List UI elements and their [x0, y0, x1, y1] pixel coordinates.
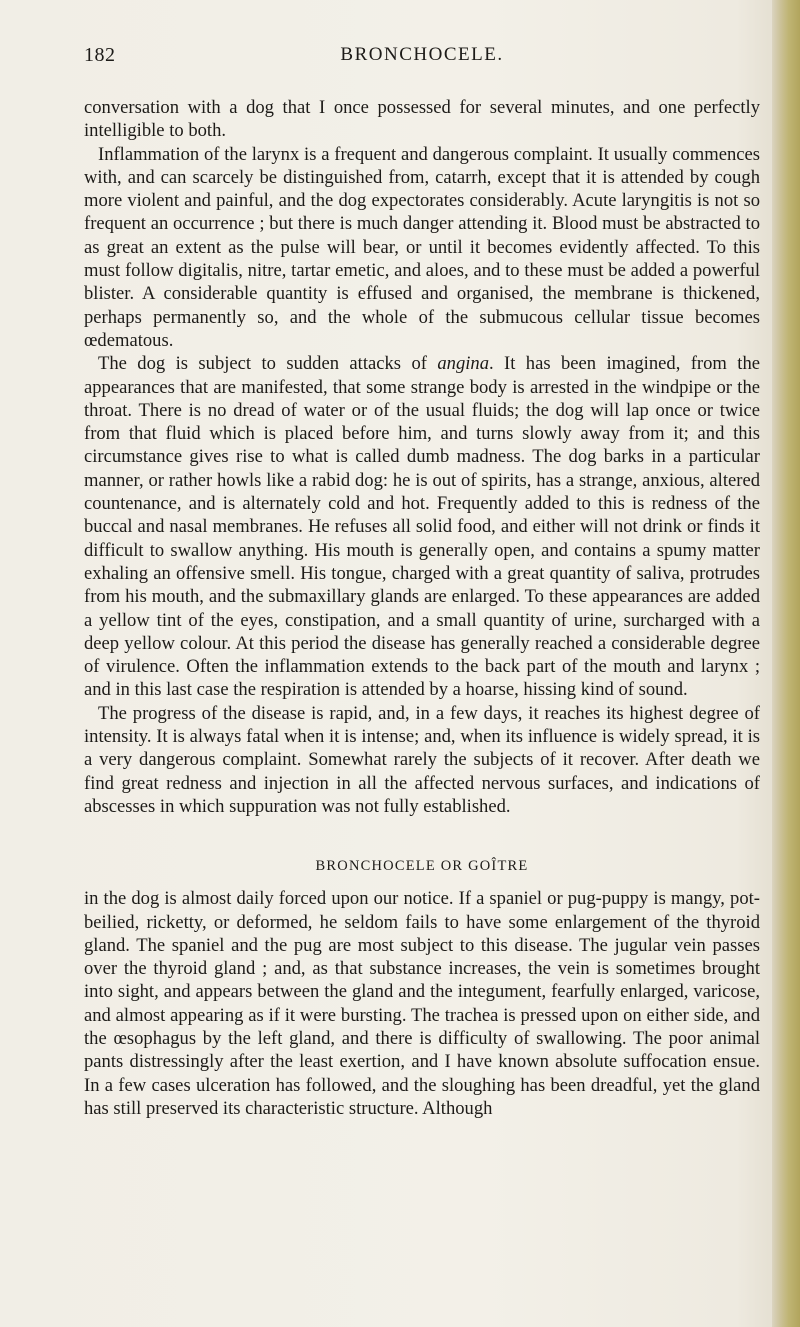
paragraph-continuation: conversation with a dog that I once possessed for several minutes, and one perfectly intelligible to both. [84, 97, 760, 142]
body-text [84, 96, 760, 1120]
running-head: BRONCHOCELE. [340, 44, 504, 65]
italic-term: angina [437, 353, 489, 375]
page-header [84, 44, 760, 74]
paragraph-disease-progress: The progress of the disease is rapid, and, in a few days, it reaches its highest degree of intensity. It is always fatal when it is intense; and, when its influence is widely spread, it is a very dangerous complaint. Somewhat rarely the subjects of it recover. After death we find great redness and injection in all the affected nervous surfaces, and indications of abscesses in which suppuration was not fully established. [84, 702, 760, 817]
paragraph-angina: The dog is subject to sudden attacks of angina. It has been imagined, from the appearances that are manifested, that some strange body is arrested in the windpipe or the throat. There is no dread of water or of the usual fluids; the dog will lap once or twice from that fluid which is placed before him, and turns slowly away from it; and this circumstance gives rise to what is called dumb madness. The dog barks in a particular manner, or rather howls like a rabid dog: he is out of spirits, has a strange, anxious, altered countenance, and is alternately cold and hot. Frequently added to this is redness of the buccal and nasal membranes. He refuses all solid food, and either will not drink or finds it difficult to swallow anything. His mouth is generally open, and contains a spumy matter exhaling an offensive smell. His tongue, charged with a great quantity of saliva, protrudes from his mouth, and the submaxillary glands are enlarged. To these appearances are added a yellow tint of the eyes, constipation, and a small quantity of urine, surcharged with a deep yellow colour. At this period the disease has generally reached a considerable degree of virulence. Often the inflammation extends to the back part of the mouth and larynx ; and in this last case the respiration is attended by a hoarse, hissing kind of sound. [84, 353, 761, 701]
page-number: 182 [84, 44, 116, 66]
page-edge-shadow [772, 0, 800, 1327]
section-heading: BRONCHOCELE OR GOÎTRE [315, 858, 529, 875]
paragraph-larynx-inflammation: Inflammation of the larynx is a frequent and dangerous complaint. It usually commences with, and can scarcely be distinguished from, catarrh, except that it is attended by cough more violent and painful, and the dog expectorates considerably. Acute laryngitis is not so frequent an occurrence ; but there is much danger attending it. Blood must be abstracted to as great an extent as the pulse will bear, or until it becomes evidently affected. To this must follow digitalis, nitre, tartar emetic, and aloes, and to these must be added a powerful blister. A considerable quantity is effused and organised, the membrane is thickened, perhaps permanently so, and the whole of the submucous cellular tissue becomes œdematous. [84, 143, 760, 351]
paragraph-bronchocele: in the dog is almost daily forced upon our notice. If a spaniel or pug-puppy is mangy, pot-beilied, ricketty, or deformed, he seldom fails to have some enlargement of the thyroid gland. The spaniel and the pug are most subject to this disease. The jugular vein passes over the thyroid gland ; and, as that substance increases, the vein is sometimes brought into sight, and appears between the gland and the integument, fearfully enlarged, varicose, and almost appearing as if it were bursting. The trachea is pressed upon on either side, and the œsophagus by the left gland, and there is difficulty of swallowing. The poor animal pants distressingly after the least exertion, and I have known absolute suffocation ensue. In a few cases ulceration has followed, and the sloughing has been dreadful, yet the gland has still preserved its characteristic structure. Although [84, 888, 760, 1119]
